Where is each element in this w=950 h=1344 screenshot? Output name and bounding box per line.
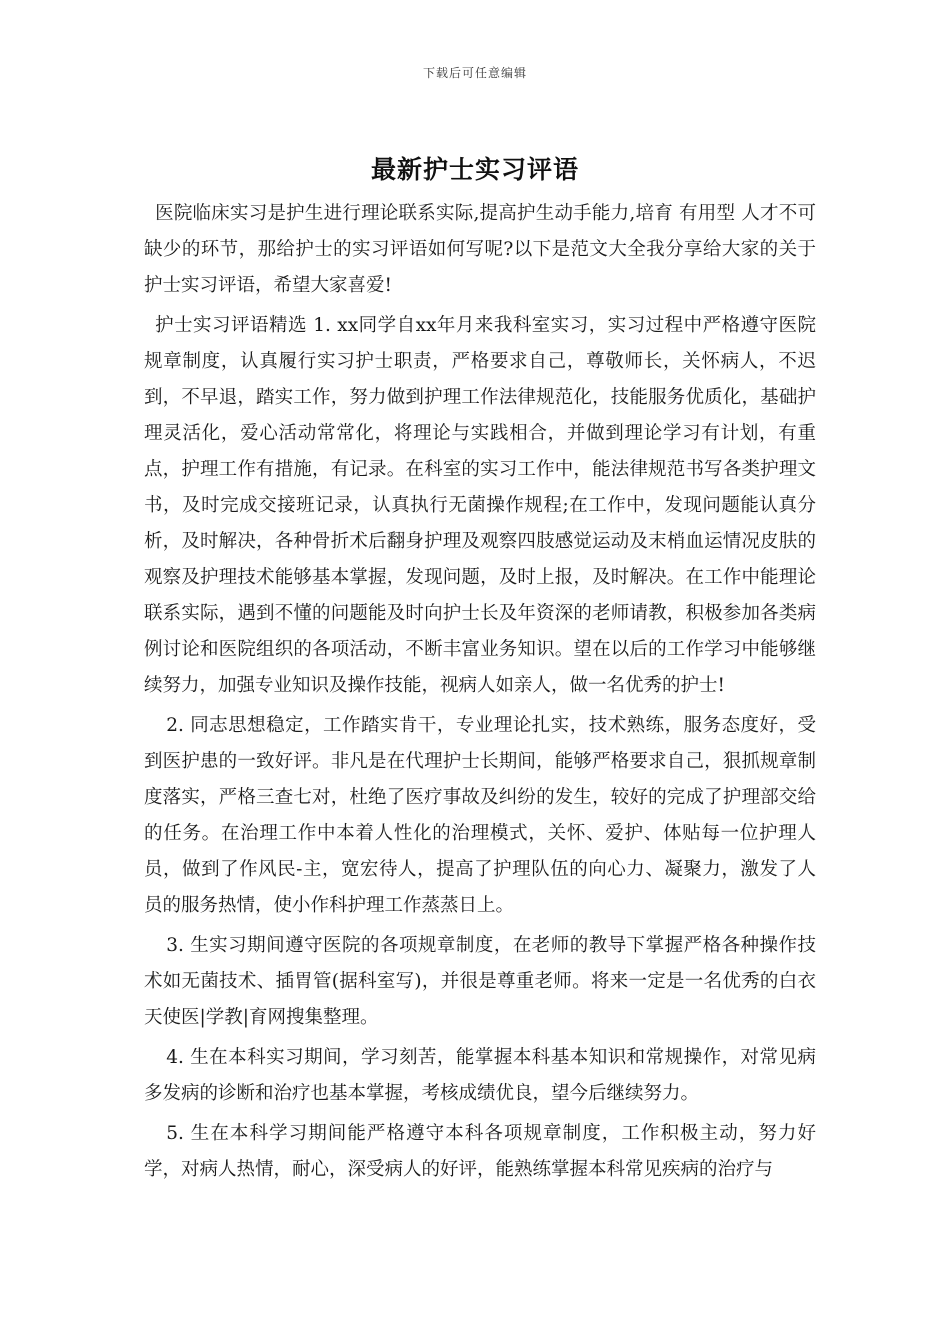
document-body xyxy=(144,196,816,1192)
paragraph-5: 5. 生在本科学习期间能严格遵守本科各项规章制度，工作积极主动，努力好学，对病人热情，耐心，深受病人的好评，能熟练掌握本科常见疾病的治疗与 xyxy=(144,1123,816,1180)
paragraph-4: 4. 生在本科实习期间，学习刻苦，能掌握本科基本知识和常规操作，对常见病多发病的诊断和治疗也基本掌握，考核成绩优良，望今后继续努力。 xyxy=(144,1047,816,1104)
paragraph-2: 2. 同志思想稳定，工作踏实肯干，专业理论扎实，技术熟练，服务态度好，受到医护患的一致好评。非凡是在代理护士长期间，能够严格要求自己，狠抓规章制度落实，严格三查七对，杜绝了医疗事故及纠纷的发生，较好的完成了护理部交给的任务。在治理工作中本着人性化的治理模式，关怀、爱护、体贴每一位护理人员，做到了作风民-主，宽宏待人，提高了护理队伍的向心力、凝聚力，激发了人员的服务热情，使小作科护理工作蒸蒸日上。 xyxy=(144,715,816,916)
document-title: 最新护士实习评语 xyxy=(370,155,579,184)
paragraph-intro: 医院临床实习是护生进行理论联系实际,提高护生动手能力,培育 有用型 人才不可缺少的环节，那给护士的实习评语如何写呢?以下是范文大全我分享给大家的关于护士实习评语，希望大家喜爱! xyxy=(144,203,816,296)
header-note: 下载后可任意编辑 xyxy=(422,66,527,80)
paragraph-1: 护士实习评语精选 1. xx同学自xx年月来我科室实习，实习过程中严格遵守医院规章制度，认真履行实习护士职责，严格要求自己，尊敬师长，关怀病人，不迟到，不早退，踏实工作，努力做到护理工作法律规范化，技能服务优质化，基础护理灵活化，爱心活动常常化，将理论与实践相合，并做到理论学习有计划，有重点，护理工作有措施，有记录。在科室的实习工作中，能法律规范书写各类护理文书，及时完成交接班记录，认真执行无菌操作规程;在工作中，发现问题能认真分析，及时解决，各种骨折术后翻身护理及观察四肢感觉运动及末梢血运情况皮肤的观察及护理技术能够基本掌握，发现问题，及时上报，及时解决。在工作中能理论联系实际，遇到不懂的问题能及时向护士长及年资深的老师请教，积极参加各类病例讨论和医院组织的各项活动，不断丰富业务知识。望在以后的工作学习中能够继续努力，加强专业知识及操作技能，视病人如亲人，做一名优秀的护士! xyxy=(144,315,816,696)
paragraph-3: 3. 生实习期间遵守医院的各项规章制度，在老师的教导下掌握严格各种操作技术如无菌技术、插胃管(据科室写)，并很是尊重老师。将来一定是一名优秀的白衣天使医|学教|育网搜集整理。 xyxy=(144,935,816,1028)
